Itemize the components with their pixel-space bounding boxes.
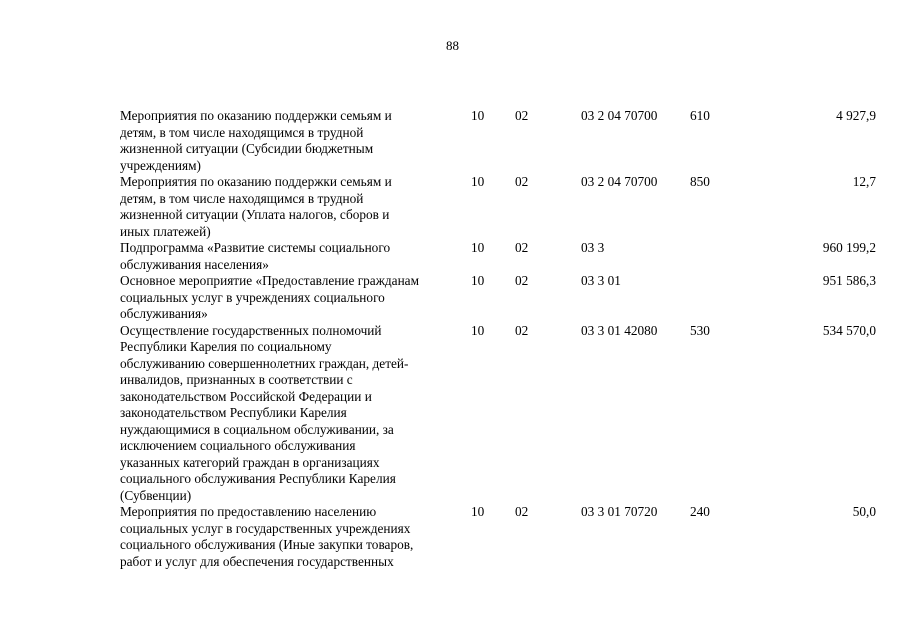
subsection-code: 02 <box>515 240 529 255</box>
section-code: 10 <box>471 504 485 519</box>
section-code: 10 <box>471 174 485 189</box>
amount: 4 927,9 <box>836 108 876 123</box>
target-article-code: 03 3 01 <box>581 273 621 288</box>
expense-type-code: 240 <box>690 504 710 519</box>
target-article-code: 03 3 <box>581 240 605 255</box>
expense-name: Мероприятия по оказанию поддержки семьям и детям, в том числе находящимся в трудной жизненной ситуации (Уплата налогов, сборов и иных платежей) <box>120 174 392 239</box>
section-code: 10 <box>471 108 485 123</box>
expense-name: Основное мероприятие «Предоставление гражданам социальных услуг в учреждениях социального обслуживания» <box>120 273 419 321</box>
page-number: 88 <box>446 38 459 53</box>
expense-name: Подпрограмма «Развитие системы социального обслуживания населения» <box>120 240 391 272</box>
subsection-code: 02 <box>515 322 529 338</box>
amount: 951 586,3 <box>822 273 876 288</box>
expense-name: Мероприятия по оказанию поддержки семьям и детям, в том числе находящимся в трудной жизненной ситуации (Субсидии бюджетным учреждениям) <box>120 108 392 173</box>
target-article-code: 03 2 04 70700 <box>581 108 658 123</box>
expense-type-code: 610 <box>690 108 710 123</box>
expense-name: Осуществление государственных полномочий Республики Карелия по социальному обслуживанию совершеннолетних граждан, детей- инвалидов, признанных в соответствии с законодательством Российской Федерации и законодательством Республики Карелия нуждающимися в социальном обслуживании, за исключением социального обслуживания указанных категорий граждан в организациях социального обслуживания Республики Карелия (Субвенции) <box>120 322 409 503</box>
subsection-code: 02 <box>515 273 529 288</box>
table-row <box>120 108 880 174</box>
subsection-code: 02 <box>515 504 529 519</box>
target-article-code: 03 3 01 42080 <box>581 322 658 338</box>
target-article-code: 03 2 04 70700 <box>581 174 658 189</box>
expense-name: Мероприятия по предоставлению населению социальных услуг в государственных учреждениях социального обслуживания (Иные закупки товаров, работ и услуг для обеспечения государственных <box>120 504 414 569</box>
amount: 50,0 <box>852 504 876 519</box>
table-row <box>120 240 880 273</box>
amount: 960 199,2 <box>822 240 876 255</box>
section-code: 10 <box>471 273 485 288</box>
target-article-code: 03 3 01 70720 <box>581 504 658 519</box>
subsection-code: 02 <box>515 108 529 123</box>
section-code: 10 <box>471 240 485 255</box>
table-row <box>120 504 880 570</box>
amount: 534 570,0 <box>822 322 876 338</box>
table-row <box>120 323 880 505</box>
table-row <box>120 273 880 323</box>
expense-type-code: 530 <box>690 322 710 338</box>
budget-table <box>120 108 880 570</box>
section-code: 10 <box>471 322 485 338</box>
amount: 12,7 <box>852 174 876 189</box>
subsection-code: 02 <box>515 174 529 189</box>
expense-type-code: 850 <box>690 174 710 189</box>
table-row <box>120 174 880 240</box>
